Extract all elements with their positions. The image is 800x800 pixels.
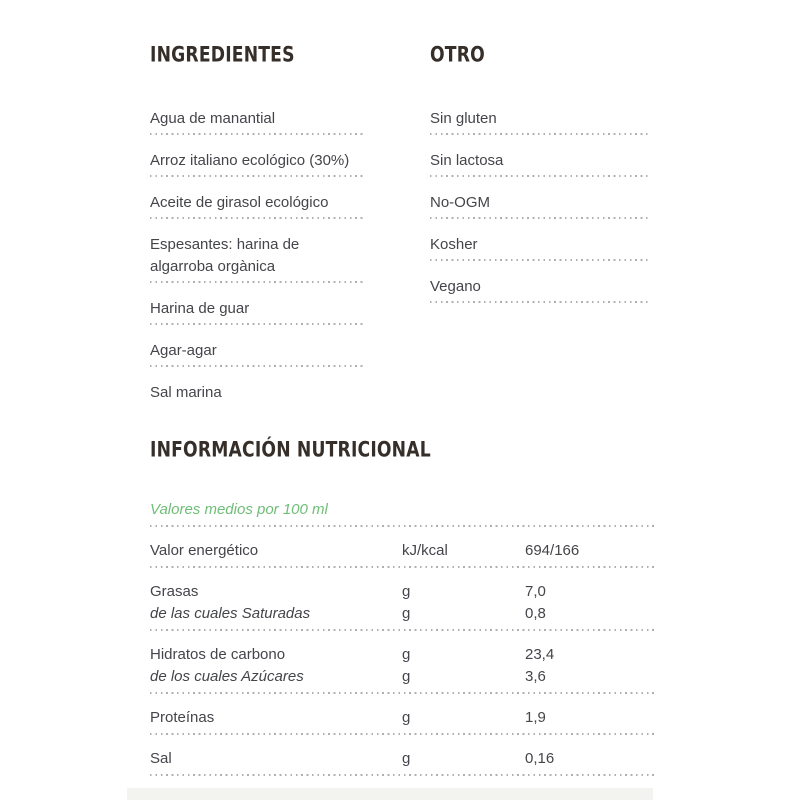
nutrient-unit: g	[402, 646, 411, 663]
dotted-divider	[150, 175, 366, 177]
attribute-item	[430, 276, 651, 303]
other-section	[430, 42, 651, 318]
dotted-divider	[430, 175, 651, 177]
attribute-label: Kosher	[430, 236, 478, 253]
nutrition-line	[150, 540, 655, 562]
nutrition-subtitle: Valores medios por 100 ml	[150, 501, 328, 518]
nutrient-unit: g	[402, 750, 411, 767]
nutrient-unit: g	[402, 709, 411, 726]
nutrient-label: de las cuales Saturadas	[150, 605, 311, 622]
ingredient-item	[150, 382, 366, 404]
nutrient-unit: g	[402, 583, 411, 600]
ingredients-section	[150, 42, 366, 419]
nutrient-value: 23,4	[525, 646, 555, 663]
ingredient-item	[150, 340, 366, 367]
nutrient-value: 694/166	[525, 542, 580, 559]
nutrient-value: 3,6	[525, 668, 546, 685]
nutrient-label: Grasas	[150, 583, 199, 600]
nutrient-value: 7,0	[525, 583, 546, 600]
nutrient-unit: g	[402, 605, 411, 622]
nutrition-subline	[150, 603, 655, 625]
nutrition-title: INFORMACIÓN NUTRICIONAL	[150, 436, 431, 462]
ingredient-label: Aceite de girasol ecológico	[150, 194, 329, 211]
ingredient-label: Sal marina	[150, 384, 222, 401]
nutrition-row-protein	[150, 694, 655, 735]
dotted-divider	[430, 133, 651, 135]
attribute-label: Sin gluten	[430, 110, 497, 127]
other-title: OTRO	[430, 41, 485, 67]
attribute-item	[430, 108, 651, 135]
ingredients-title: INGREDIENTES	[150, 41, 295, 67]
ingredient-item	[150, 108, 366, 135]
dotted-divider	[150, 774, 655, 776]
attribute-label: No-OGM	[430, 194, 490, 211]
ingredient-label: Harina de guar	[150, 300, 250, 317]
ingredient-item	[150, 234, 366, 283]
dotted-divider	[430, 301, 651, 303]
ingredient-item	[150, 150, 366, 177]
dotted-divider	[150, 365, 366, 367]
nutrition-row-fat	[150, 568, 655, 631]
attribute-item	[430, 150, 651, 177]
nutrient-unit: g	[402, 668, 411, 685]
dotted-divider	[150, 217, 366, 219]
attribute-item	[430, 234, 651, 261]
nutrition-line	[150, 644, 655, 666]
dotted-divider	[150, 133, 366, 135]
attribute-item	[430, 192, 651, 219]
nutrient-value: 0,16	[525, 750, 555, 767]
nutrient-label: Hidratos de carbono	[150, 646, 286, 663]
ingredient-item	[150, 192, 366, 219]
nutrition-row-energy	[150, 527, 655, 568]
nutrition-row-carbs	[150, 631, 655, 694]
ingredients-list	[150, 108, 366, 404]
other-list	[430, 108, 651, 303]
nutrition-subline	[150, 666, 655, 688]
next-section-edge	[127, 788, 653, 800]
dotted-divider	[150, 323, 366, 325]
ingredient-label: Agar-agar	[150, 342, 217, 359]
nutrition-line	[150, 581, 655, 603]
nutrition-section	[150, 437, 655, 776]
nutrition-line	[150, 748, 655, 770]
nutrient-label: Valor energético	[150, 542, 259, 559]
nutrient-label: de los cuales Azúcares	[150, 668, 304, 685]
nutrient-value: 1,9	[525, 709, 546, 726]
dotted-divider	[430, 217, 651, 219]
ingredient-label: Agua de manantial	[150, 110, 276, 127]
nutrient-label: Proteínas	[150, 709, 215, 726]
nutrition-line	[150, 707, 655, 729]
nutrient-unit: kJ/kcal	[402, 542, 448, 559]
nutrition-row-salt	[150, 735, 655, 776]
attribute-label: Sin lactosa	[430, 152, 504, 169]
ingredient-label: Arroz italiano ecológico (30%)	[150, 152, 350, 169]
nutrient-value: 0,8	[525, 605, 546, 622]
dotted-divider	[150, 281, 366, 283]
attribute-label: Vegano	[430, 278, 481, 295]
dotted-divider	[430, 259, 651, 261]
ingredient-item	[150, 298, 366, 325]
ingredient-label: Espesantes: harina de algarroba orgànica	[150, 236, 300, 275]
nutrient-label: Sal	[150, 750, 172, 767]
